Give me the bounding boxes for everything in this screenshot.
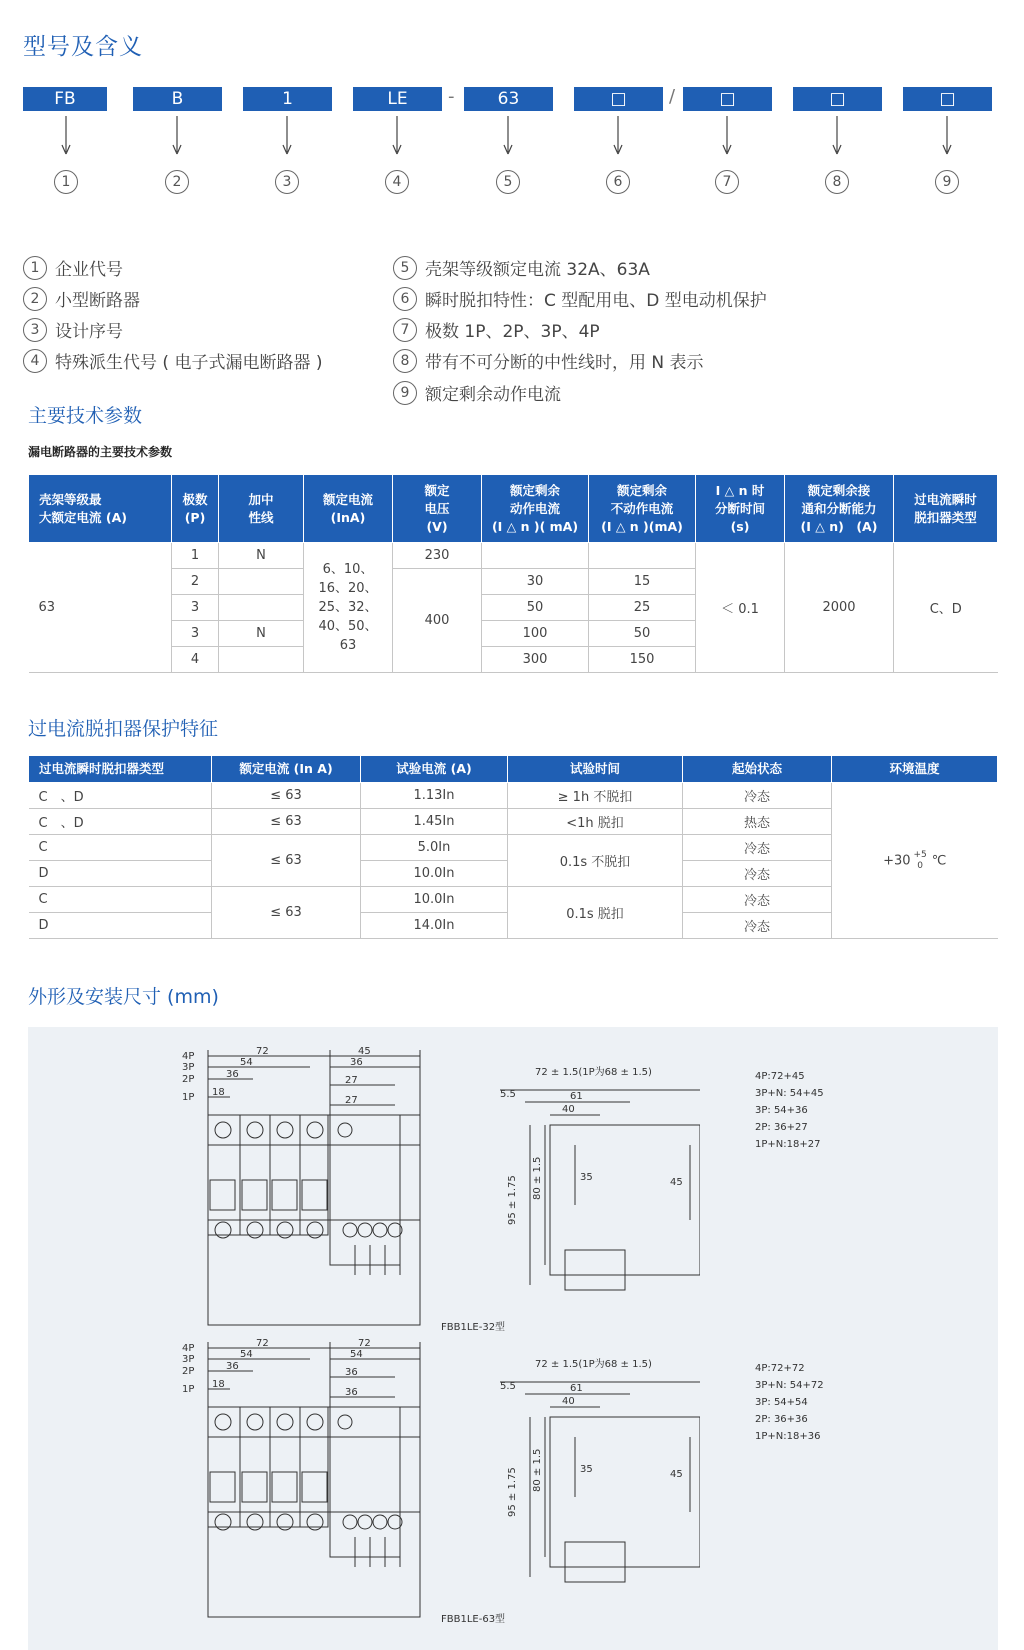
meaning-item	[393, 317, 600, 342]
residual-nonoperate-cell: 15	[589, 569, 696, 595]
dim-label: 61	[570, 1383, 583, 1394]
circle-number-7: 7	[715, 170, 739, 194]
dim-label: 45	[670, 1469, 683, 1480]
temp-sub: 0	[917, 860, 924, 871]
rated-current-cell: 6、10、 16、20、 25、32、 40、50、 63	[304, 543, 393, 673]
note-line: 1P+N:18+36	[755, 1431, 821, 1442]
neutral-cell	[219, 647, 304, 673]
section-title-protect: 过电流脱扣器保护特征	[28, 718, 219, 740]
tech-table	[28, 474, 998, 673]
residual-nonoperate-cell: 25	[589, 595, 696, 621]
separator-slash: /	[669, 86, 676, 107]
pole-label: 2P	[182, 1366, 195, 1377]
col-header: 额定电流 (In A)	[212, 756, 361, 783]
circle-number: 2	[23, 287, 47, 311]
dim-label: 5.5	[500, 1089, 516, 1100]
meaning-item	[393, 255, 650, 280]
break-time-cell: ＜ 0.1	[696, 543, 785, 673]
dim-label: 72	[256, 1338, 269, 1349]
dim-label: 36	[226, 1361, 239, 1372]
protect-table	[28, 755, 998, 939]
dim-label: 5.5	[500, 1381, 516, 1392]
code-box-4: LE	[353, 87, 442, 111]
dim-label: 40	[562, 1104, 575, 1115]
dim-label: 36	[226, 1069, 239, 1080]
dim-label: 54	[350, 1349, 363, 1360]
code-box-6: □	[574, 87, 663, 111]
note-line: 3P: 54+54	[755, 1397, 808, 1408]
circle-number: 3	[23, 318, 47, 342]
code-box-8: □	[793, 87, 882, 111]
meaning-text: 壳架等级额定电流 32A、63A	[425, 260, 650, 280]
meaning-item	[23, 317, 123, 342]
residual-operate-cell	[482, 543, 589, 569]
notes-63	[755, 1360, 824, 1445]
pole-label: 3P	[182, 1354, 195, 1365]
test-time-cell: ≥ 1h 不脱扣	[508, 783, 683, 809]
rated-cell: ≤ 63	[212, 809, 361, 835]
temp-sup: +5	[913, 849, 927, 860]
type-cell: C	[29, 887, 212, 913]
voltage-cell: 230	[393, 543, 482, 569]
circle-number-6: 6	[606, 170, 630, 194]
col-header: 过电流瞬时脱扣器类型	[29, 756, 212, 783]
dim-label: 35	[580, 1172, 593, 1183]
meaning-text: 极数 1P、2P、3P、4P	[425, 322, 600, 342]
dim-label: 45	[358, 1046, 371, 1057]
col-header: I △ n 时 分断时间 (s)	[696, 475, 785, 543]
meaning-item	[23, 348, 322, 373]
drawing-front-63	[180, 1337, 700, 1637]
circle-number: 7	[393, 318, 417, 342]
circle-number-1: 1	[54, 170, 78, 194]
residual-operate-cell: 300	[482, 647, 589, 673]
meaning-item	[23, 286, 140, 311]
residual-nonoperate-cell	[589, 543, 696, 569]
section-title-dimensions: 外形及安装尺寸 (mm)	[28, 986, 219, 1008]
meaning-text: 额定剩余动作电流	[425, 385, 561, 405]
dim-label: 45	[670, 1177, 683, 1188]
circle-number-2: 2	[165, 170, 189, 194]
col-header: 壳架等级最 大额定电流 (A)	[29, 475, 172, 543]
circle-number-3: 3	[275, 170, 299, 194]
col-header: 额定剩余 不动作电流 (I △ n )(mA)	[589, 475, 696, 543]
notes-32	[755, 1068, 824, 1153]
start-state-cell: 冷态	[683, 913, 832, 939]
pole-label: 4P	[182, 1051, 195, 1062]
note-line: 3P: 54+36	[755, 1105, 808, 1116]
col-header: 试验时间	[508, 756, 683, 783]
code-box-9: □	[903, 87, 992, 111]
residual-operate-cell: 30	[482, 569, 589, 595]
type-cell: C	[29, 835, 212, 861]
circle-number-9: 9	[935, 170, 959, 194]
circle-number-8: 8	[825, 170, 849, 194]
poles-cell: 3	[172, 621, 219, 647]
voltage-cell: 400	[393, 569, 482, 673]
code-box-1: FB	[23, 87, 107, 111]
meaning-item	[393, 286, 767, 311]
dim-label: 95 ± 1.75	[507, 1175, 518, 1225]
test-time-cell: 0.1s 脱扣	[508, 887, 683, 939]
meaning-text: 小型断路器	[55, 291, 140, 311]
dim-label: 18	[212, 1379, 225, 1390]
circle-number-5: 5	[496, 170, 520, 194]
start-state-cell: 热态	[683, 809, 832, 835]
code-box-2: B	[133, 87, 222, 111]
page-title: 型号及含义	[23, 34, 143, 60]
dim-label: 54	[240, 1057, 253, 1068]
circle-number: 5	[393, 256, 417, 280]
start-state-cell: 冷态	[683, 783, 832, 809]
neutral-cell: N	[219, 621, 304, 647]
note-line: 3P+N: 54+72	[755, 1380, 824, 1391]
drawing-caption-32: FBB1LE-32型	[441, 1322, 506, 1333]
code-box-7: □	[683, 87, 772, 111]
dim-label: 72	[256, 1046, 269, 1057]
poles-cell: 2	[172, 569, 219, 595]
dim-label: 36	[345, 1367, 358, 1378]
poles-cell: 4	[172, 647, 219, 673]
drawing-caption-63: FBB1LE-63型	[441, 1614, 506, 1625]
col-header: 额定剩余 动作电流 (I △ n )( mA)	[482, 475, 589, 543]
type-cell: D	[29, 913, 212, 939]
residual-operate-cell: 100	[482, 621, 589, 647]
note-line: 2P: 36+27	[755, 1122, 808, 1133]
poles-cell: 3	[172, 595, 219, 621]
poles-cell: 1	[172, 543, 219, 569]
dim-label: 80 ± 1.5	[532, 1448, 543, 1492]
note-line: 4P:72+72	[755, 1363, 805, 1374]
capacity-cell: 2000	[785, 543, 894, 673]
col-header: 环境温度	[832, 756, 998, 783]
rated-cell: ≤ 63	[212, 887, 361, 939]
dim-label: 72	[358, 1338, 371, 1349]
type-cell: D	[29, 861, 212, 887]
dim-label: 95 ± 1.75	[507, 1467, 518, 1517]
test-current-cell: 10.0In	[361, 887, 508, 913]
note-line: 3P+N: 54+45	[755, 1088, 824, 1099]
start-state-cell: 冷态	[683, 835, 832, 861]
meaning-text: 瞬时脱扣特性：C 型配用电、D 型电动机保护	[425, 291, 767, 311]
note-line: 4P:72+45	[755, 1071, 805, 1082]
dim-label: 27	[345, 1095, 358, 1106]
meaning-text: 企业代号	[55, 260, 123, 280]
start-state-cell: 冷态	[683, 861, 832, 887]
dim-label: 61	[570, 1091, 583, 1102]
pole-label: 2P	[182, 1074, 195, 1085]
pole-label: 4P	[182, 1343, 195, 1354]
temp-unit: ℃	[931, 853, 947, 868]
neutral-cell: N	[219, 543, 304, 569]
residual-nonoperate-cell: 50	[589, 621, 696, 647]
meaning-item	[23, 255, 123, 280]
temp-base: +30	[883, 853, 911, 868]
dim-label: 80 ± 1.5	[532, 1156, 543, 1200]
rated-cell: ≤ 63	[212, 783, 361, 809]
code-box-5: 63	[464, 87, 553, 111]
meaning-text: 设计序号	[55, 322, 123, 342]
side-top-label: 72 ± 1.5(1P为68 ± 1.5)	[535, 1067, 652, 1078]
pole-label: 1P	[182, 1092, 195, 1103]
code-arrows	[0, 112, 1024, 172]
trip-type-cell: C、D	[894, 543, 998, 673]
type-cell: C 、D	[29, 809, 212, 835]
dim-label: 36	[345, 1387, 358, 1398]
col-header: 极数 (P)	[172, 475, 219, 543]
pole-label: 3P	[182, 1062, 195, 1073]
col-header: 试验电流 (A)	[361, 756, 508, 783]
meaning-text: 特殊派生代号 ( 电子式漏电断路器 )	[55, 353, 323, 373]
test-current-cell: 10.0In	[361, 861, 508, 887]
dim-label: 36	[350, 1057, 363, 1068]
circle-number: 1	[23, 256, 47, 280]
note-line: 2P: 36+36	[755, 1414, 808, 1425]
residual-nonoperate-cell: 150	[589, 647, 696, 673]
col-header: 起始状态	[683, 756, 832, 783]
dim-label: 35	[580, 1464, 593, 1475]
circle-number: 4	[23, 349, 47, 373]
test-time-cell: 0.1s 不脱扣	[508, 835, 683, 887]
test-current-cell: 14.0In	[361, 913, 508, 939]
temperature-cell	[832, 783, 998, 939]
circle-number: 8	[393, 349, 417, 373]
circle-number: 9	[393, 381, 417, 405]
meaning-text: 带有不可分断的中性线时，用 N 表示	[425, 353, 704, 373]
temp-tolerance	[914, 850, 927, 872]
col-header: 额定 电压 (V)	[393, 475, 482, 543]
circle-number-4: 4	[385, 170, 409, 194]
test-current-cell: 1.13In	[361, 783, 508, 809]
residual-operate-cell: 50	[482, 595, 589, 621]
dim-label: 27	[345, 1075, 358, 1086]
rated-cell: ≤ 63	[212, 835, 361, 887]
drawing-front-32	[180, 1045, 700, 1345]
side-top-label: 72 ± 1.5(1P为68 ± 1.5)	[535, 1359, 652, 1370]
section-title-tech: 主要技术参数	[28, 405, 143, 427]
dim-label: 18	[212, 1087, 225, 1098]
meaning-item	[393, 380, 561, 405]
col-header: 额定电流 (InA)	[304, 475, 393, 543]
note-line: 1P+N:18+27	[755, 1139, 821, 1150]
start-state-cell: 冷态	[683, 887, 832, 913]
test-current-cell: 1.45In	[361, 809, 508, 835]
meaning-item	[393, 348, 704, 373]
test-time-cell: <1h 脱扣	[508, 809, 683, 835]
test-current-cell: 5.0In	[361, 835, 508, 861]
pole-label: 1P	[182, 1384, 195, 1395]
neutral-cell	[219, 569, 304, 595]
frame-current-cell: 63	[29, 543, 172, 673]
dim-label: 54	[240, 1349, 253, 1360]
code-box-3: 1	[243, 87, 332, 111]
tech-subtitle: 漏电断路器的主要技术参数	[28, 445, 173, 459]
separator-dash: -	[448, 86, 455, 107]
col-header: 加中 性线	[219, 475, 304, 543]
col-header: 额定剩余接 通和分断能力 (I △ n) (A)	[785, 475, 894, 543]
dim-label: 40	[562, 1396, 575, 1407]
col-header: 过电流瞬时 脱扣器类型	[894, 475, 998, 543]
type-cell: C 、D	[29, 783, 212, 809]
circle-number: 6	[393, 287, 417, 311]
neutral-cell	[219, 595, 304, 621]
